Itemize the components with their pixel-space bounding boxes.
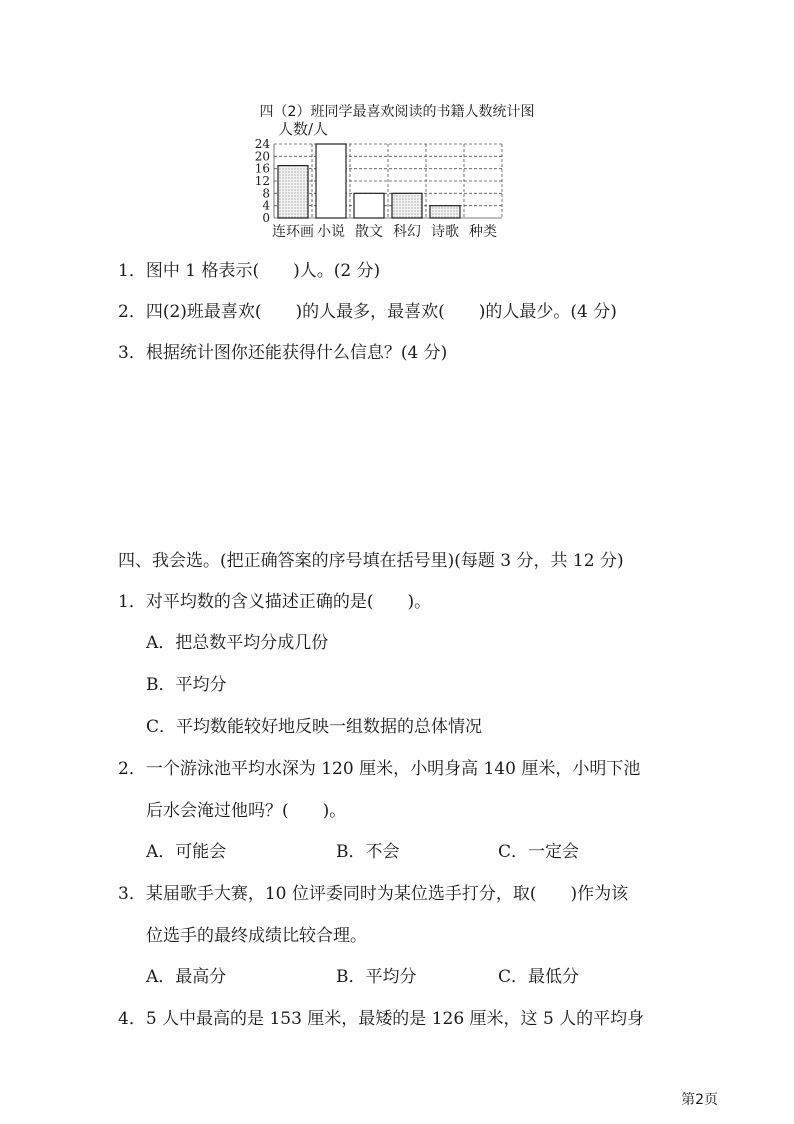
question-4-4-stem: 4．5 人中最高的是 153 厘米，最矮的是 126 厘米，这 5 人的平均身: [118, 1009, 645, 1029]
bar-4: [392, 193, 422, 218]
bar-3: [354, 193, 384, 218]
question-4-2-option-a: A．可能会: [146, 842, 227, 862]
question-4-2-stem-cont: 后水会淹过他吗？( )。: [146, 801, 347, 821]
question-3-1: 1．图中 1 格表示( )人。(2 分): [118, 261, 381, 281]
bar-1: [278, 166, 308, 218]
question-4-3-option-c: C．最低分: [498, 967, 580, 987]
question-3-3: 3．根据统计图你还能获得什么信息？(4 分): [118, 343, 448, 363]
x-tick-label: 科幻: [393, 224, 421, 240]
x-tick-label: 散文: [355, 224, 383, 240]
y-tick-label: 12: [254, 174, 270, 188]
chart-title: 四（2）班同学最喜欢阅读的书籍人数统计图: [259, 104, 535, 120]
y-tick-label: 4: [262, 198, 270, 213]
question-4-3-stem-cont: 位选手的最终成绩比较合理。: [146, 926, 367, 946]
y-tick-label: 16: [254, 161, 270, 176]
x-axis-label: 种类: [469, 224, 497, 240]
question-4-2-option-b: B．不会: [336, 842, 400, 862]
x-tick-label: 诗歌: [431, 224, 459, 240]
y-axis-label: 人数/人: [278, 120, 329, 138]
x-tick-label: 连环画: [272, 224, 314, 240]
question-4-2-option-c: C．一定会: [498, 842, 580, 862]
y-tick-label: 24: [254, 137, 270, 151]
question-4-1-option-a: A．把总数平均分成几份: [146, 633, 329, 653]
page-number: 第2页: [681, 1092, 718, 1108]
y-tick-label: 20: [254, 149, 270, 164]
section-4-heading: 四、我会选。(把正确答案的序号填在括号里)(每题 3 分，共 12 分): [118, 551, 624, 571]
x-tick-label: 小说: [317, 224, 345, 240]
question-3-2: 2．四(2)班最喜欢( )的人最多，最喜欢( )的人最少。(4 分): [118, 302, 617, 322]
bar-2: [316, 144, 346, 218]
question-4-1-option-b: B．平均分: [146, 675, 227, 695]
question-4-1-option-c: C．平均数能较好地反映一组数据的总体情况: [146, 717, 483, 737]
bar-5: [430, 206, 460, 218]
y-tick-label: 8: [262, 186, 270, 201]
question-4-1-stem: 1．对平均数的含义描述正确的是( )。: [118, 592, 432, 612]
question-4-3-stem: 3．某届歌手大赛，10 位评委同时为某位选手打分，取( )作为该: [118, 884, 629, 904]
question-4-2-stem: 2．一个游泳池平均水深为 120 厘米，小明身高 140 厘米，小明下池: [118, 759, 641, 779]
bar-chart: [240, 120, 540, 242]
question-4-3-option-b: B．平均分: [336, 967, 417, 987]
question-4-3-option-a: A．最高分: [146, 967, 227, 987]
y-tick-label: 0: [262, 211, 270, 225]
